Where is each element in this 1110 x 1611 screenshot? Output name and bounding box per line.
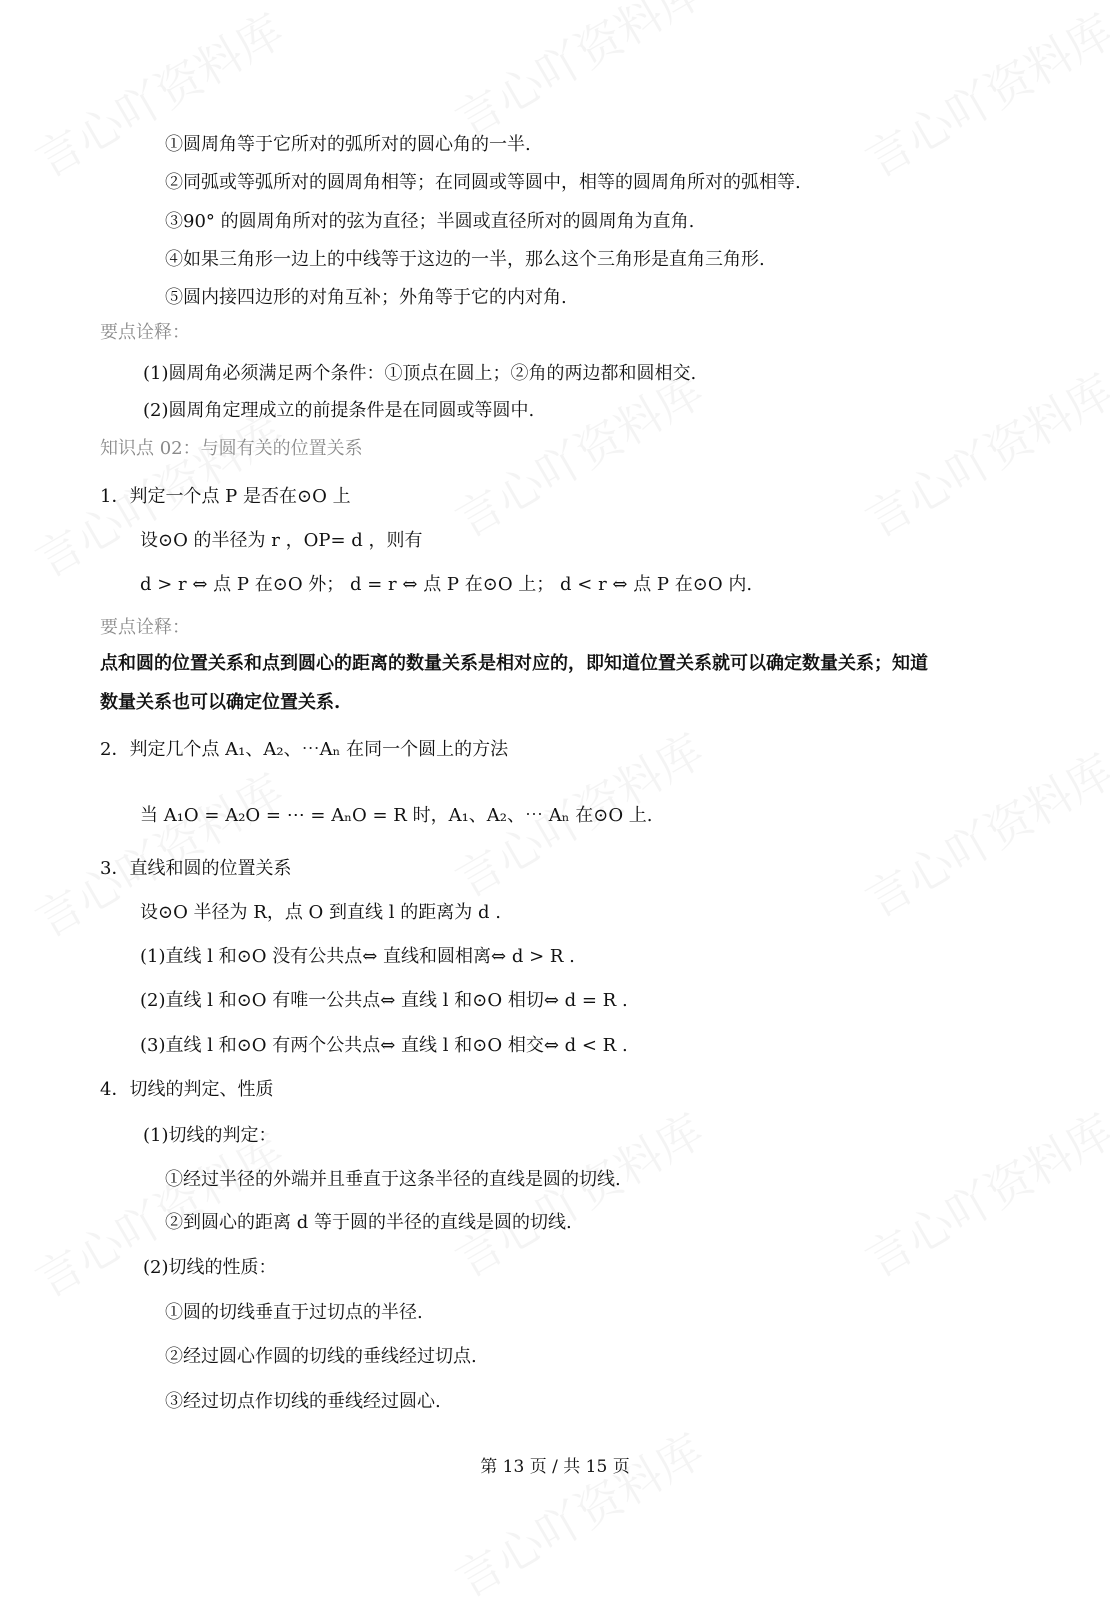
note-heading: 要点诠释： — [100, 617, 190, 638]
item-3-case-3: (3)直线 l 和⊙O 有两个公共点⇔ 直线 l 和⊙O 相交⇔ d < R . — [140, 1035, 628, 1056]
item-2-title: 2．判定几个点 A₁、A₂、⋯Aₙ 在同一个圆上的方法 — [100, 739, 509, 760]
item-3-case-2: (2)直线 l 和⊙O 有唯一公共点⇔ 直线 l 和⊙O 相切⇔ d = R . — [140, 990, 628, 1011]
note-paragraph-line-1: 点和圆的位置关系和点到圆心的距离的数量关系是相对应的，即知道位置关系就可以确定数量关系；知道 — [100, 653, 928, 674]
item-3-title: 3．直线和圆的位置关系 — [100, 858, 292, 879]
tangent-property-1: ①圆的切线垂直于过切点的半径. — [165, 1302, 423, 1323]
item-1-text: 设⊙O 的半径为 r ，OP= d ，则有 — [140, 530, 423, 551]
watermark — [852, 735, 1110, 930]
item-1-formula: d > r ⇔ 点 P 在⊙O 外； d = r ⇔ 点 P 在⊙O 上； d < r ⇔ 点 P 在⊙O 内. — [140, 574, 753, 595]
theorem-line-3: ③90° 的圆周角所对的弦为直径；半圆或直径所对的圆周角为直角. — [165, 211, 695, 232]
theorem-line-1: ①圆周角等于它所对的弧所对的圆心角的一半. — [165, 134, 531, 155]
tangent-criteria-heading: (1)切线的判定： — [143, 1125, 277, 1146]
item-3-text: 设⊙O 半径为 R，点 O 到直线 l 的距离为 d . — [140, 902, 501, 923]
tangent-criteria-2: ②到圆心的距离 d 等于圆的半径的直线是圆的切线. — [165, 1212, 572, 1233]
theorem-line-2: ②同弧或等弧所对的圆周角相等；在同圆或等圆中，相等的圆周角所对的弧相等. — [165, 172, 801, 193]
page-number: 第 13 页 / 共 15 页 — [480, 1457, 630, 1477]
note-line-2: (2)圆周角定理成立的前提条件是在同圆或等圆中. — [143, 400, 535, 421]
watermark — [442, 1415, 714, 1610]
watermark — [852, 0, 1110, 191]
note-heading: 要点诠释： — [100, 322, 190, 343]
watermark — [442, 0, 714, 151]
theorem-line-4: ④如果三角形一边上的中线等于这边的一半，那么这个三角形是直角三角形. — [165, 249, 765, 270]
item-2-formula: 当 A₁O = A₂O = ⋯ = AₙO = R 时，A₁、A₂、⋯ Aₙ 在⊙O 上. — [140, 805, 653, 826]
note-line-1: (1)圆周角必须满足两个条件：①顶点在圆上；②角的两边都和圆相交. — [143, 363, 697, 384]
item-4-title: 4．切线的判定、性质 — [100, 1079, 274, 1100]
watermark — [852, 1095, 1110, 1290]
item-1-title: 1．判定一个点 P 是否在⊙O 上 — [100, 486, 351, 507]
theorem-line-5: ⑤圆内接四边形的对角互补；外角等于它的内对角. — [165, 287, 567, 308]
watermark — [852, 355, 1110, 550]
note-paragraph-line-2: 数量关系也可以确定位置关系. — [100, 692, 341, 713]
watermark — [22, 0, 294, 191]
tangent-properties-heading: (2)切线的性质： — [143, 1257, 277, 1278]
tangent-property-2: ②经过圆心作圆的切线的垂线经过切点. — [165, 1346, 477, 1367]
item-3-case-1: (1)直线 l 和⊙O 没有公共点⇔ 直线和圆相离⇔ d > R . — [140, 946, 575, 967]
section-heading: 知识点 02：与圆有关的位置关系 — [100, 438, 363, 459]
tangent-criteria-1: ①经过半径的外端并且垂直于这条半径的直线是圆的切线. — [165, 1169, 621, 1190]
tangent-property-3: ③经过切点作切线的垂线经过圆心. — [165, 1391, 441, 1412]
watermark — [442, 1095, 714, 1290]
